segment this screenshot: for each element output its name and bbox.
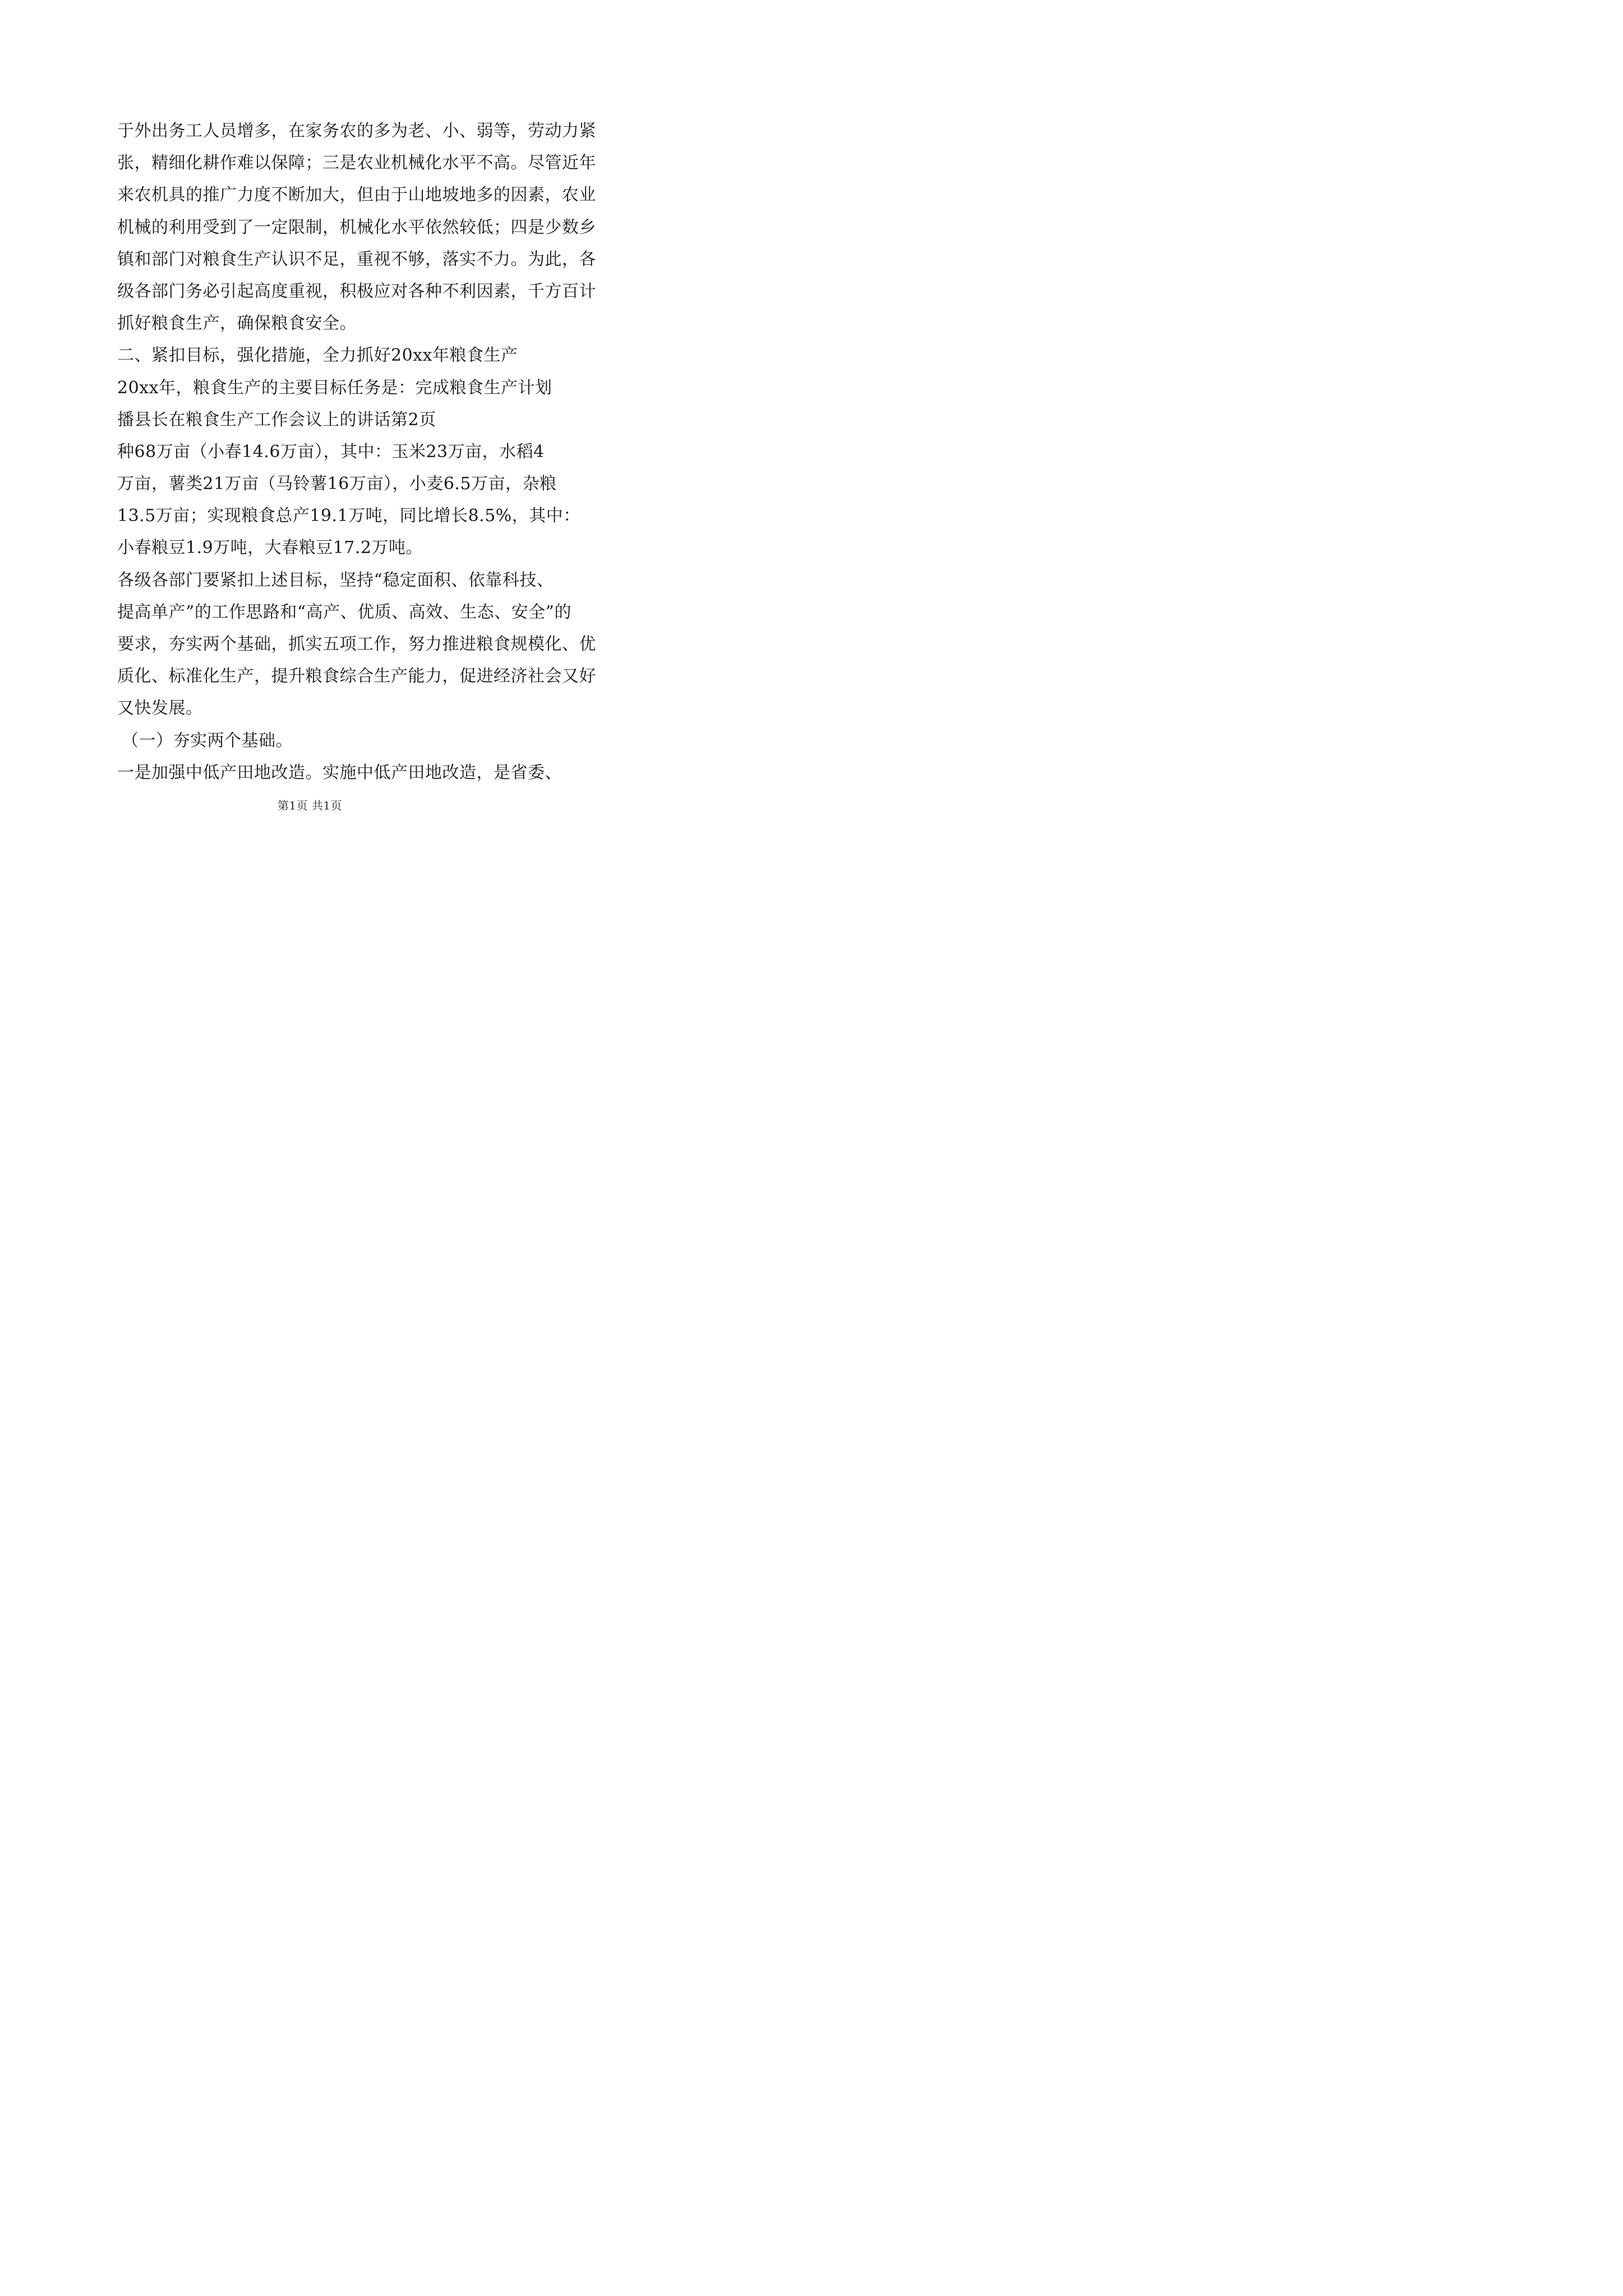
text-line: 13.5万亩；实现粮食总产19.1万吨，同比增长8.5%，其中：: [117, 506, 580, 526]
text-line: 镇和部门对粮食生产认识不足，重视不够，落实不力。为此，各: [117, 249, 596, 269]
text-line: 万亩，薯类21万亩（马铃薯16万亩），小麦6.5万亩，杂粮: [117, 474, 557, 494]
text-line: 又快发展。: [117, 698, 203, 719]
text-line: 20xx年，粮食生产的主要目标任务是：完成粮食生产计划: [117, 378, 552, 398]
text-line: 质化、标准化生产，提升粮食综合生产能力，促进经济社会又好: [117, 666, 596, 687]
text-line: 播县长在粮食生产工作会议上的讲话第2页: [117, 409, 436, 430]
text-line: 要求，夯实两个基础，抓实五项工作，努力推进粮食规模化、优: [117, 634, 596, 654]
text-line: 级各部门务必引起高度重视，积极应对各种不利因素，千方百计: [117, 281, 596, 301]
text-line: 于外出务工人员增多，在家务农的多为老、小、弱等，劳动力紧: [117, 121, 596, 141]
text-line: 来农机具的推广力度不断加大，但由于山地坡地多的因素，农业: [117, 185, 596, 205]
text-line: 机械的利用受到了一定限制，机械化水平依然较低；四是少数乡: [117, 217, 596, 237]
document-body: [117, 115, 596, 789]
text-line: 抓好粮食生产，确保粮食安全。: [117, 314, 357, 334]
text-line: 一是加强中低产田地改造。实施中低产田地改造，是省委、: [117, 762, 562, 783]
document-page: [0, 0, 620, 877]
text-line: 张，精细化耕作难以保障；三是农业机械化水平不高。尽管近年: [117, 153, 596, 173]
text-line: 小春粮豆1.9万吨，大春粮豆17.2万吨。: [117, 538, 423, 558]
subsection-heading: （一）夯实两个基础。: [122, 730, 293, 751]
page-footer: 第1页 共1页: [277, 799, 343, 812]
text-line: 种68万亩（小春14.6万亩），其中：玉米23万亩，水稻4: [117, 441, 545, 462]
text-line: 提高单产”的工作思路和“高产、优质、高效、生态、安全”的: [117, 602, 572, 622]
text-line: 各级各部门要紧扣上述目标，坚持“稳定面积、依靠科技、: [117, 570, 554, 590]
section-heading: 二、紧扣目标，强化措施，全力抓好20xx年粮食生产: [117, 346, 518, 366]
